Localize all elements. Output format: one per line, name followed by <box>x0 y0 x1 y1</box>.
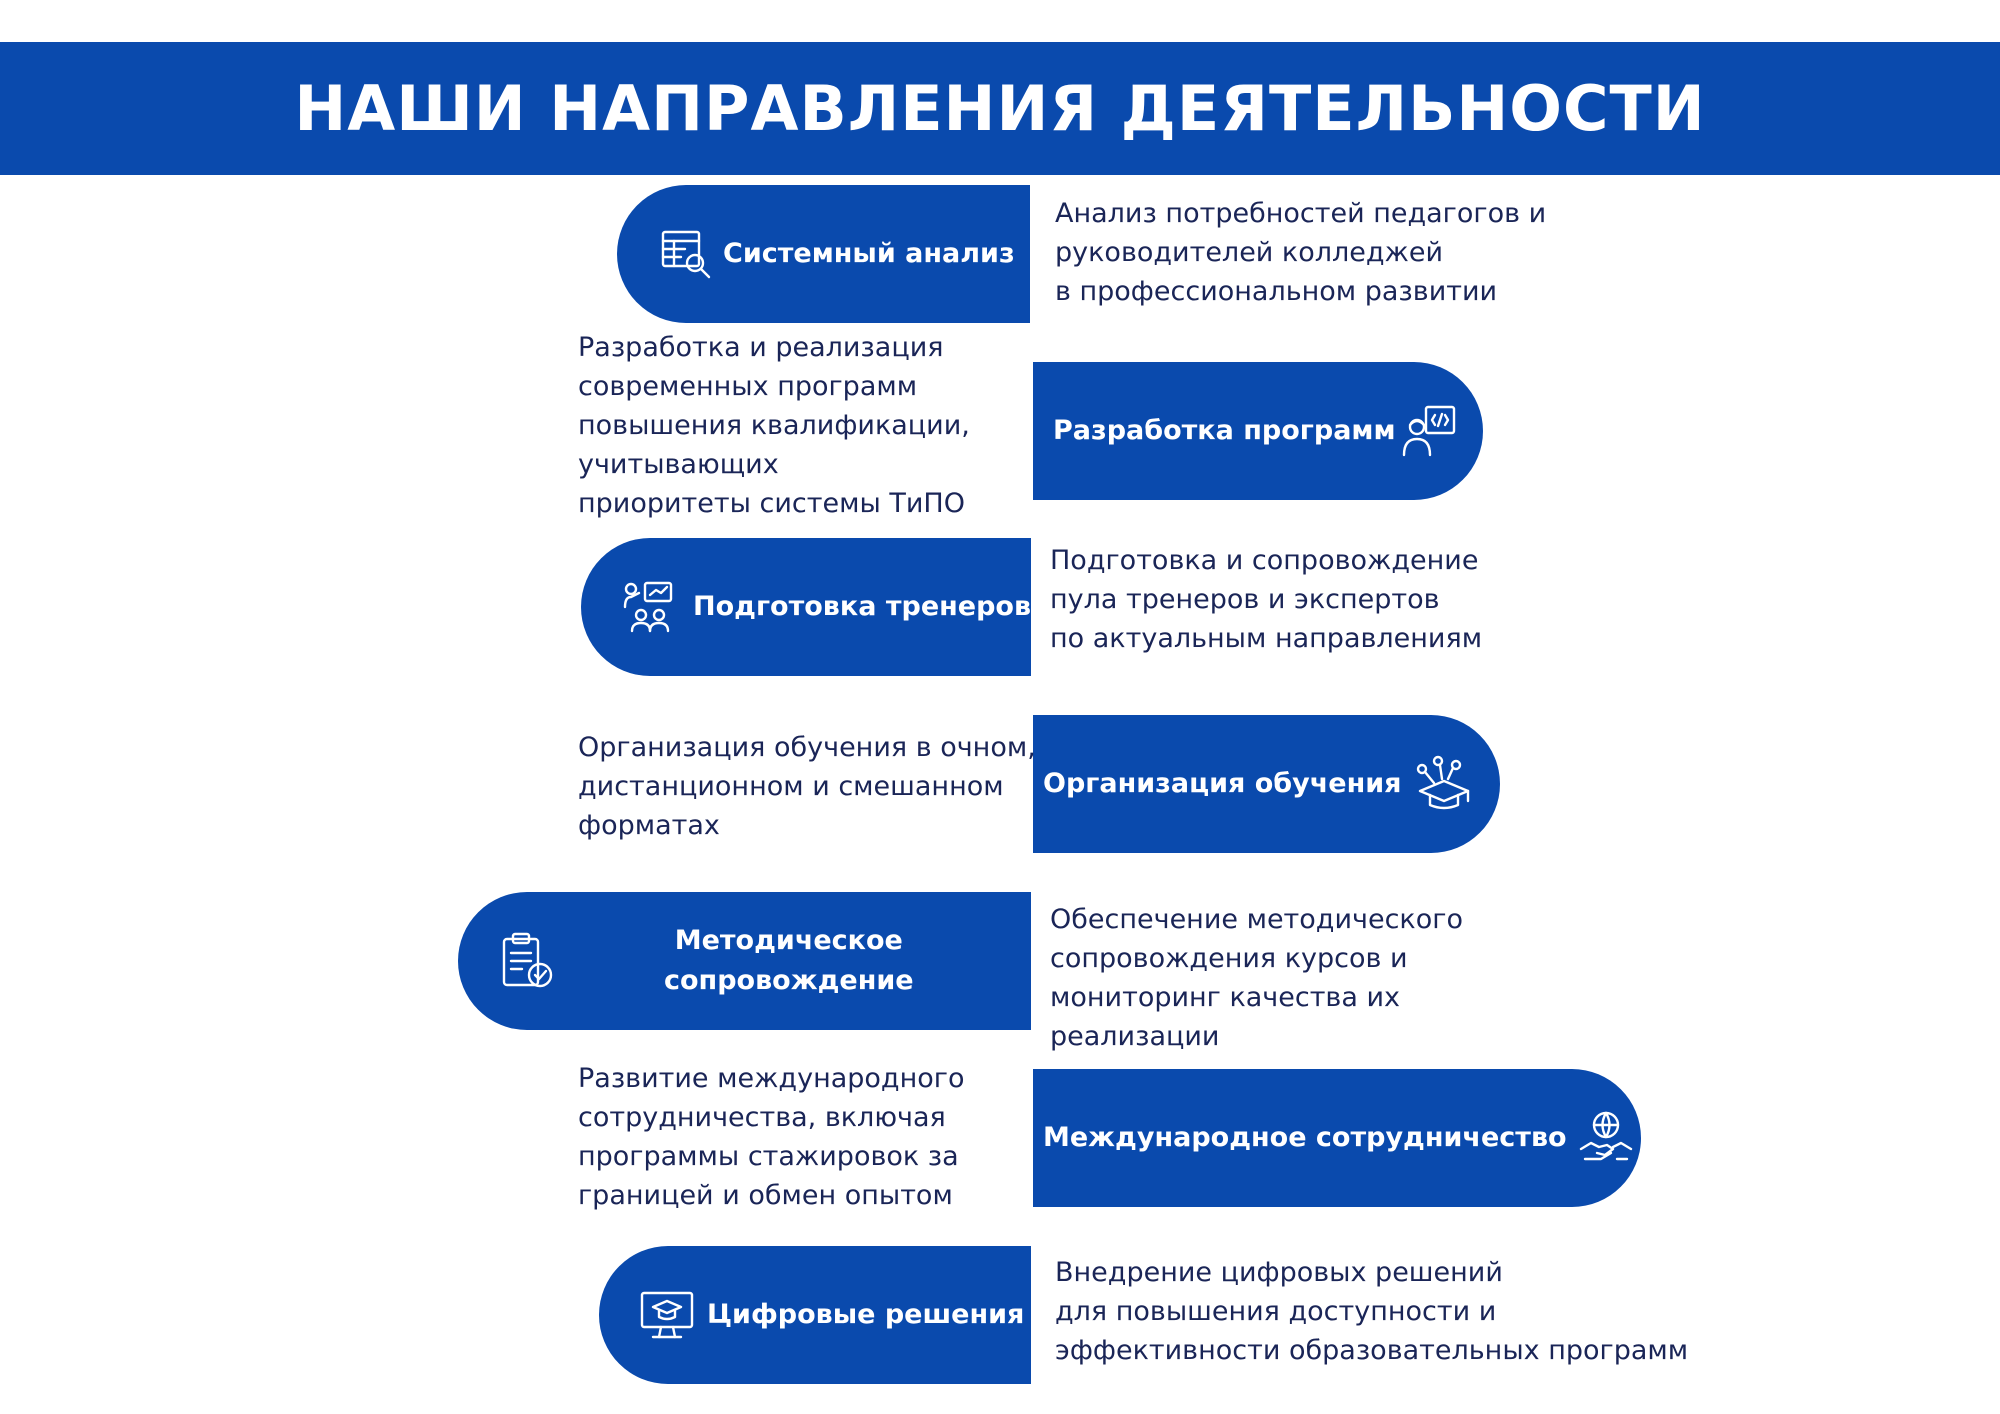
description-methodological-support: Обеспечение методического сопровождения курсов и мониторинг качества их реализации <box>1050 904 1463 1052</box>
pill-label: Цифровые решения <box>707 1299 1025 1330</box>
description-training-organization: Организация обучения в очном, дистанционном и смешанном форматах <box>578 732 1036 841</box>
clipboard-check-icon <box>498 931 558 991</box>
pill-label: Международное сотрудничество <box>1043 1122 1567 1153</box>
pill-international-cooperation <box>1033 1069 1641 1207</box>
monitor-graduation-icon <box>639 1287 695 1343</box>
pill-label: Подготовка тренеров <box>693 591 1032 622</box>
pill-label: Организация обучения <box>1043 768 1402 799</box>
pill-trainer-preparation <box>581 538 1031 676</box>
pill-digital-solutions <box>599 1246 1031 1384</box>
pill-training-organization <box>1033 715 1500 853</box>
globe-handshake-icon <box>1577 1109 1635 1167</box>
graduation-network-icon <box>1414 755 1472 813</box>
description-program-development: Разработка и реализация современных программ повышения квалификации, учитывающих приоритеты системы ТиПО <box>578 332 970 519</box>
developer-code-icon <box>1402 403 1458 459</box>
trainer-group-icon <box>621 579 677 635</box>
description-system-analysis: Анализ потребностей педагогов и руководителей колледжей в профессиональном развитии <box>1055 198 1547 307</box>
pill-label: Системный анализ <box>723 238 1015 269</box>
pill-system-analysis <box>617 185 1030 323</box>
header-banner <box>0 42 2000 175</box>
description-digital-solutions: Внедрение цифровых решений для повышения доступности и эффективности образовательных программ <box>1055 1257 1689 1366</box>
table-search-icon <box>659 227 713 281</box>
description-international-cooperation: Развитие международного сотрудничества, включая программы стажировок за границей и обмен опытом <box>578 1063 965 1211</box>
pill-program-development <box>1033 362 1483 500</box>
description-trainer-preparation: Подготовка и сопровождение пула тренеров и экспертов по актуальным направлениям <box>1050 545 1483 654</box>
pill-label: Методическое сопровождение <box>664 925 914 996</box>
pill-label: Разработка программ <box>1053 415 1396 446</box>
page-title: НАШИ НАПРАВЛЕНИЯ ДЕЯТЕЛЬНОСТИ <box>294 72 1706 145</box>
pill-methodological-support <box>458 892 1031 1030</box>
